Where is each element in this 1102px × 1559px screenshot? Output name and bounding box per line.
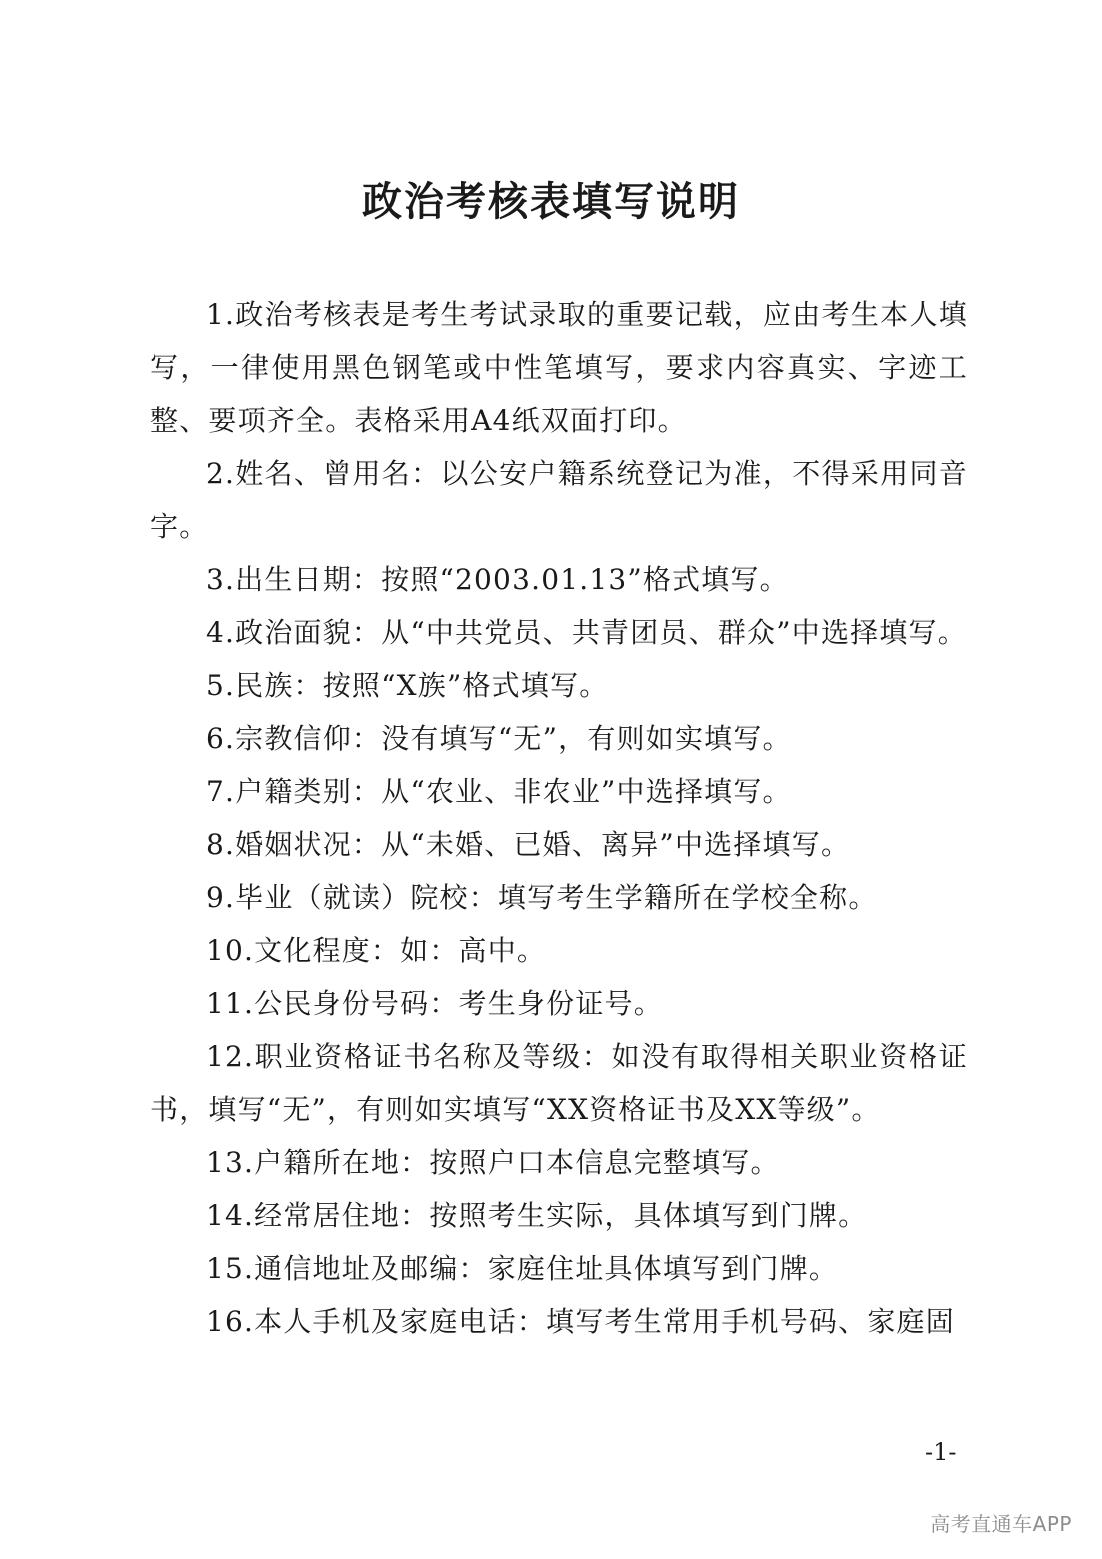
paragraph-2: 2.姓名、曾用名：以公安户籍系统登记为准，不得采用同音字。 xyxy=(150,457,968,543)
paragraph-9: 9.毕业（就读）院校：填写考生学籍所在学校全称。 xyxy=(206,881,878,914)
paragraph-5: 5.民族：按照“X族”格式填写。 xyxy=(206,669,609,702)
paragraph-10: 10.文化程度：如：高中。 xyxy=(206,934,547,967)
paragraph-15: 15.通信地址及邮编：家庭住址具体填写到门牌。 xyxy=(206,1252,839,1285)
paragraph-7: 7.户籍类别：从“农业、非农业”中选择填写。 xyxy=(206,775,792,808)
page-title: 政治考核表填写说明 xyxy=(362,178,740,225)
page-number: -1- xyxy=(925,1438,957,1466)
paragraph-3: 3.出生日期：按照“2003.01.13”格式填写。 xyxy=(206,563,789,596)
paragraph-12: 12.职业资格证书名称及等级：如没有取得相关职业资格证书，填写“无”，有则如实填写“XX资格证书及XX等级”。 xyxy=(150,1040,968,1126)
paragraph-14: 14.经常居住地：按照考生实际，具体填写到门牌。 xyxy=(206,1199,868,1232)
paragraph-11: 11.公民身份号码：考生身份证号。 xyxy=(206,987,663,1020)
paragraph-13: 13.户籍所在地：按照户口本信息完整填写。 xyxy=(206,1146,780,1179)
paragraph-16: 16.本人手机及家庭电话：填写考生常用手机号码、家庭固 xyxy=(206,1305,955,1338)
paragraph-6: 6.宗教信仰：没有填写“无”，有则如实填写。 xyxy=(206,722,792,755)
watermark: 高考直通车APP xyxy=(930,1512,1072,1536)
paragraph-8: 8.婚姻状况：从“未婚、已婚、离异”中选择填写。 xyxy=(206,828,851,861)
paragraph-4: 4.政治面貌：从“中共党员、共青团员、群众”中选择填写。 xyxy=(206,616,967,649)
paragraph-1: 1.政治考核表是考生考试录取的重要记载，应由考生本人填写，一律使用黑色钢笔或中性笔填写，要求内容真实、字迹工整、要项齐全。表格采用A4纸双面打印。 xyxy=(150,298,968,437)
document-body xyxy=(150,288,968,1348)
